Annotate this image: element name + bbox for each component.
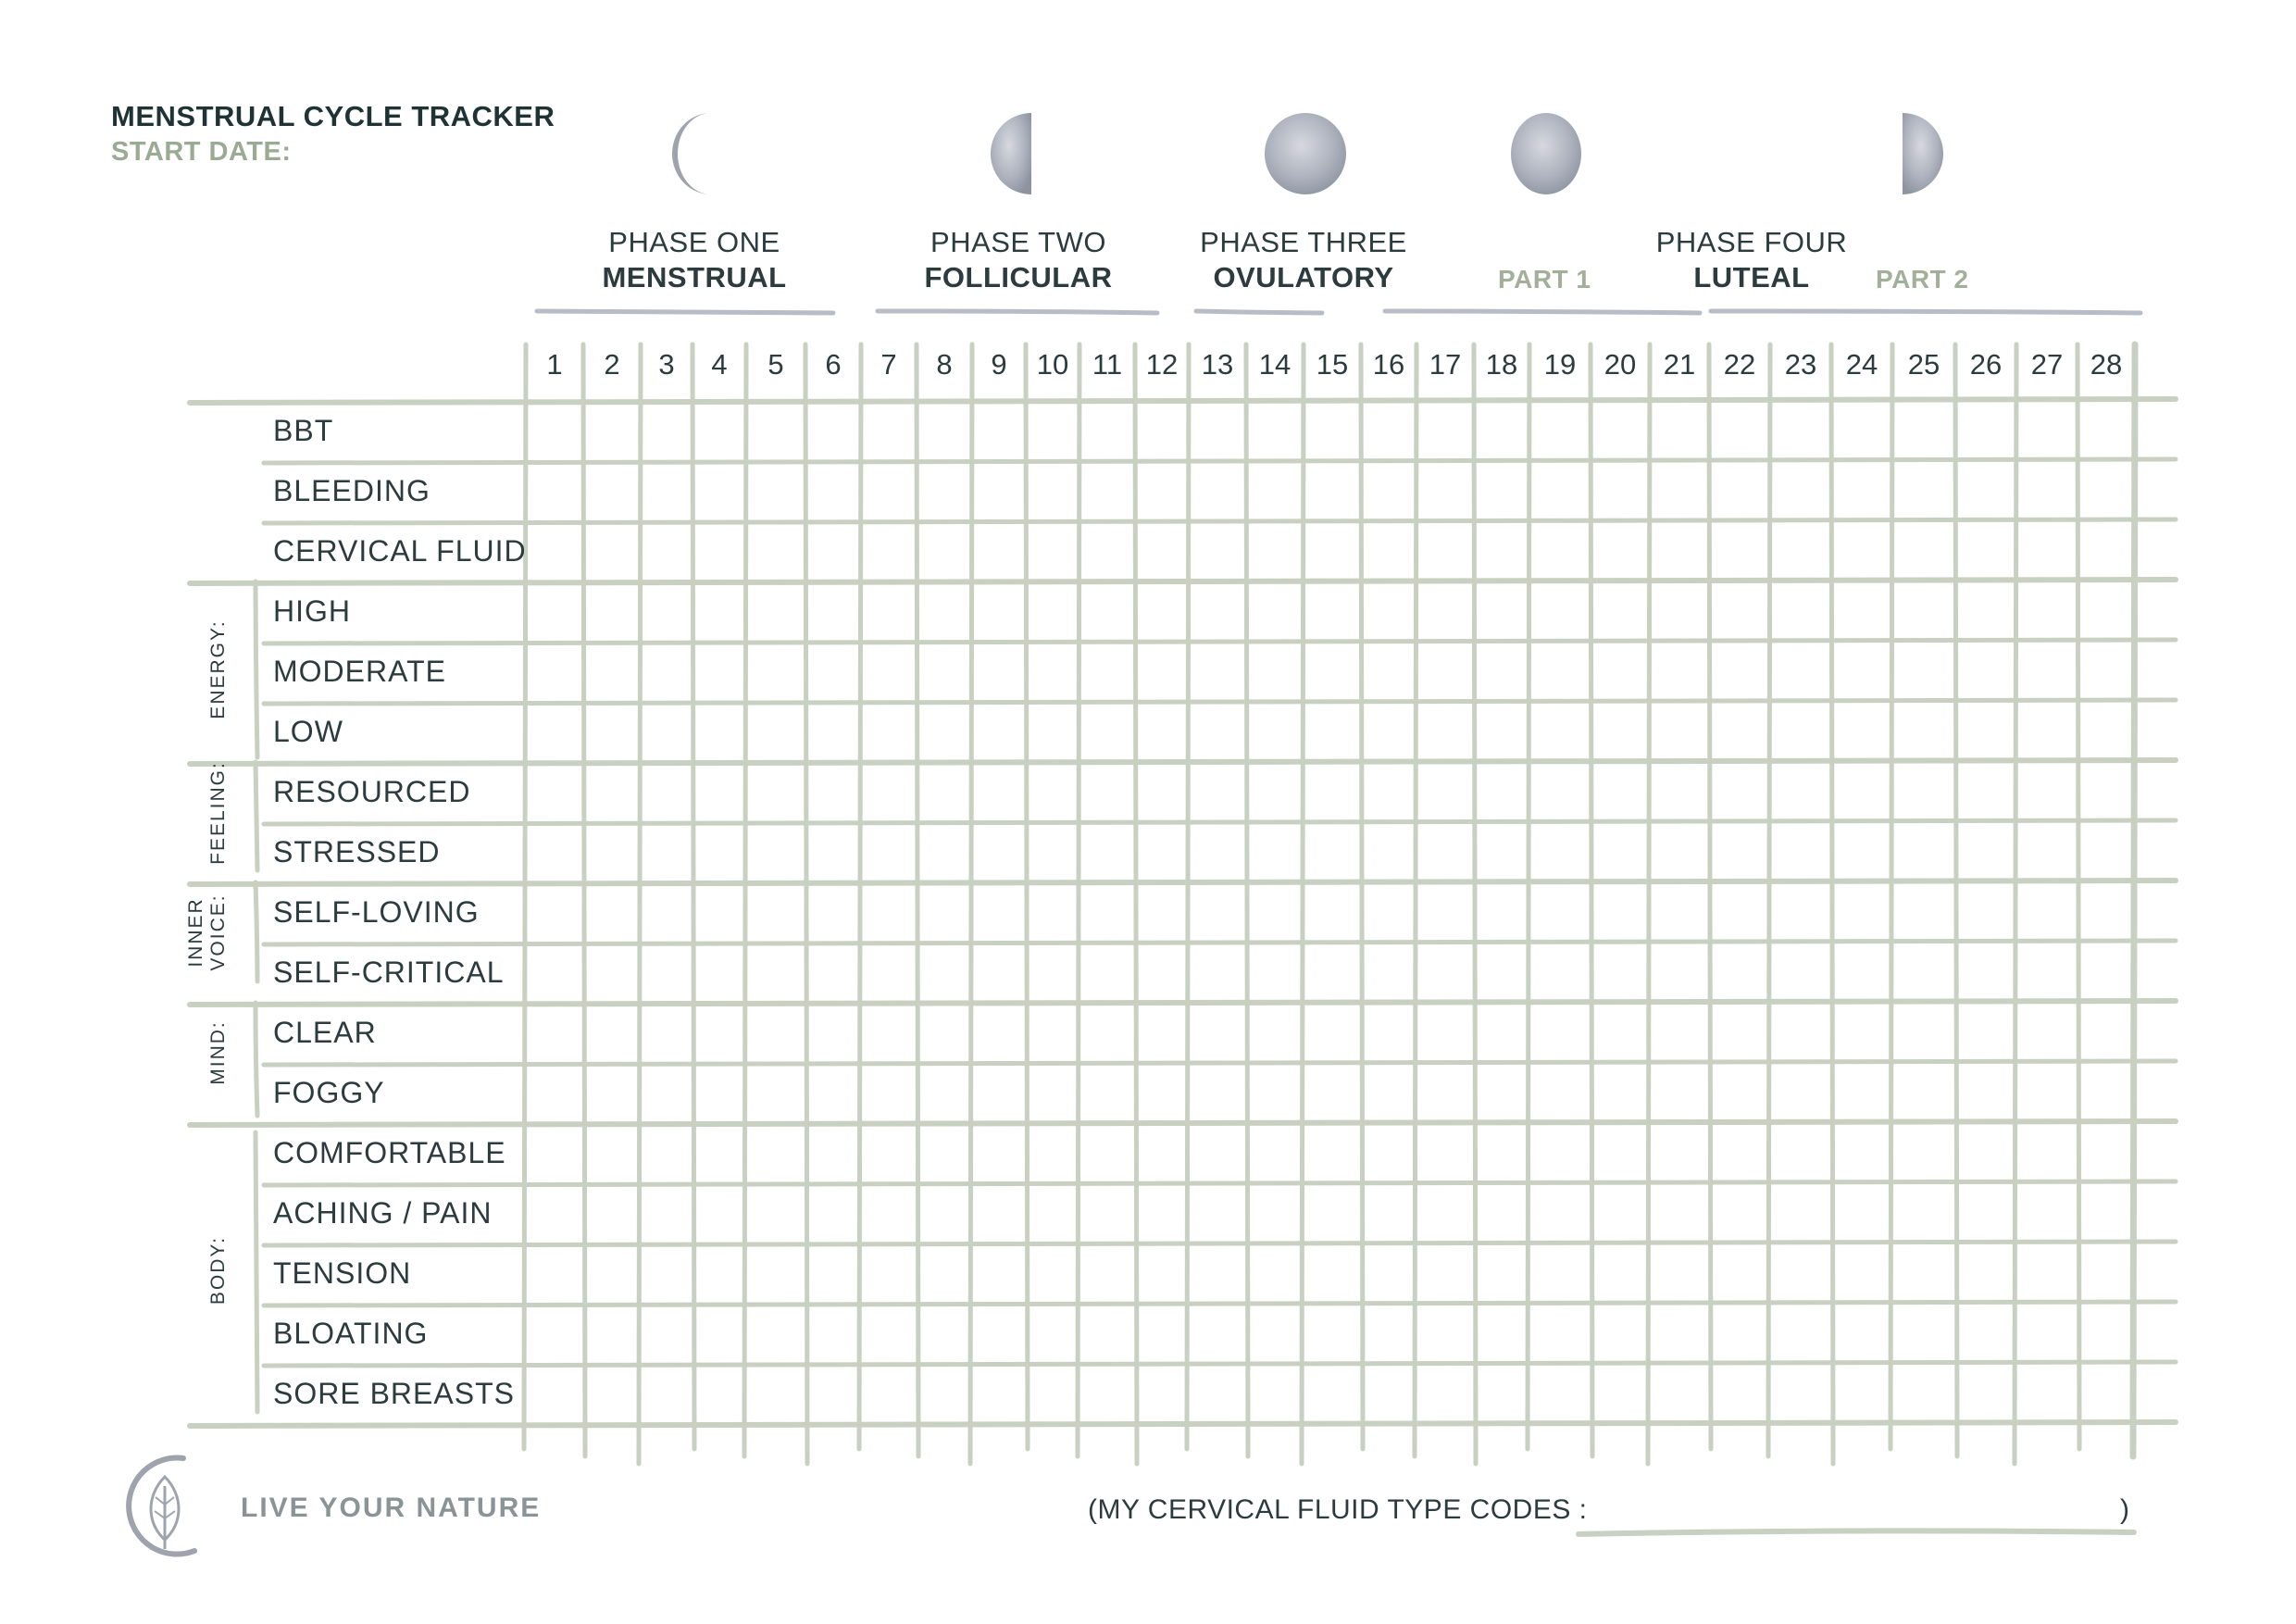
grid-row-line xyxy=(264,700,2176,704)
row-label: CLEAR xyxy=(273,1016,377,1049)
grid-row-line xyxy=(264,640,2176,643)
group-feeling: FEELING: xyxy=(207,761,229,865)
group-energy: ENERGY: xyxy=(207,619,229,719)
grid-column-line xyxy=(1246,344,1248,1456)
group-bracket-line xyxy=(256,882,257,981)
day-number: 1 xyxy=(546,348,563,381)
grid-column-line xyxy=(1078,344,1079,1456)
grid-column-line xyxy=(2015,344,2016,1464)
phase-four-top: PHASE FOUR xyxy=(1655,226,1848,258)
group-bracket-line xyxy=(256,1132,257,1412)
grid-row-line xyxy=(264,820,2176,824)
group-inner-voice-line2: VOICE: xyxy=(207,893,229,971)
day-number: 20 xyxy=(1603,348,1637,381)
day-number: 24 xyxy=(1845,348,1878,381)
day-number: 4 xyxy=(711,348,728,381)
grid-column-line xyxy=(1768,344,1770,1456)
grid-column-line xyxy=(744,344,746,1456)
group-inner-voice-line1: INNER xyxy=(185,897,206,968)
grid-column-line xyxy=(524,344,526,1449)
day-number: 13 xyxy=(1201,348,1234,381)
grid-column-line xyxy=(1415,344,1416,1456)
day-number: 28 xyxy=(2090,348,2123,381)
grid-column-line xyxy=(2078,344,2079,1449)
grid-column-line xyxy=(639,344,641,1464)
grid-column-line xyxy=(1474,344,1476,1464)
row-label: BLOATING xyxy=(273,1317,429,1350)
day-number: 7 xyxy=(880,348,897,381)
day-number: 12 xyxy=(1145,348,1179,381)
day-number: 19 xyxy=(1543,348,1577,381)
grid-column-line xyxy=(859,344,861,1449)
phase-underline xyxy=(1385,311,1700,313)
page-title: MENSTRUAL CYCLE TRACKER xyxy=(111,100,555,132)
phase-two-top: PHASE TWO xyxy=(930,226,1106,258)
grid-column-line xyxy=(1528,344,1529,1449)
grid-column-line xyxy=(2133,344,2135,1456)
row-label: TENSION xyxy=(273,1256,412,1290)
row-label: SELF-LOVING xyxy=(273,895,480,929)
start-date-label[interactable]: START DATE: xyxy=(111,137,292,167)
day-number: 25 xyxy=(1907,348,1940,381)
grid-column-line xyxy=(1026,344,1028,1449)
grid-column-line xyxy=(1890,344,1892,1449)
phase-three-name: OVULATORY xyxy=(1213,261,1394,294)
row-label: COMFORTABLE xyxy=(273,1136,506,1169)
group-bracket-line xyxy=(256,581,257,757)
day-number: 18 xyxy=(1485,348,1518,381)
grid-column-line xyxy=(1135,344,1137,1464)
row-label: BBT xyxy=(273,414,334,447)
grid-row-line xyxy=(264,941,2176,944)
phase-underline xyxy=(1711,311,2140,313)
group-mind: MIND: xyxy=(207,1020,229,1085)
day-number: 2 xyxy=(604,348,620,381)
grid-row-line xyxy=(190,881,2176,884)
grid-column-line xyxy=(1648,344,1650,1464)
grid-row-line xyxy=(190,399,2176,403)
grid-column-line xyxy=(1302,344,1304,1464)
part-two-label: PART 2 xyxy=(1876,265,1969,294)
phase-underline xyxy=(878,311,1157,313)
day-number: 16 xyxy=(1372,348,1405,381)
group-bracket-line xyxy=(256,762,257,870)
day-number: 17 xyxy=(1429,348,1462,381)
phase-underline xyxy=(1196,311,1322,313)
day-number: 27 xyxy=(2030,348,2064,381)
grid-column-line xyxy=(1591,344,1592,1456)
group-bracket-line xyxy=(256,1003,257,1116)
row-label: RESOURCED xyxy=(273,775,471,808)
phase-underline xyxy=(537,311,833,313)
phase-one-top: PHASE ONE xyxy=(608,226,780,258)
row-label: ACHING / PAIN xyxy=(273,1196,493,1230)
grid-column-line xyxy=(970,344,972,1464)
grid-row-line xyxy=(190,760,2176,764)
grid-row-line xyxy=(264,459,2176,463)
leaf-logo-icon xyxy=(109,1449,220,1560)
group-inner-voice xyxy=(185,893,230,970)
phase-two-name: FOLLICULAR xyxy=(924,261,1113,294)
grid-column-line xyxy=(1187,344,1189,1449)
row-label: CERVICAL FLUID xyxy=(273,534,527,568)
grid-column-line xyxy=(1361,344,1363,1449)
day-number: 3 xyxy=(658,348,675,381)
grid-column-line xyxy=(1955,344,1957,1456)
phase-four-name: LUTEAL xyxy=(1693,261,1810,294)
row-label: SELF-CRITICAL xyxy=(273,956,505,989)
grid-column-line xyxy=(917,344,918,1456)
day-number: 5 xyxy=(767,348,784,381)
day-number: 9 xyxy=(991,348,1007,381)
day-number: 6 xyxy=(825,348,842,381)
brand-name: LIVE YOUR NATURE xyxy=(241,1493,542,1523)
day-number: 14 xyxy=(1258,348,1292,381)
phase-three-top: PHASE THREE xyxy=(1200,226,1407,258)
grid-column-line xyxy=(1709,344,1711,1449)
group-body: BODY: xyxy=(207,1235,229,1305)
day-number: 15 xyxy=(1316,348,1349,381)
grid-column-line xyxy=(805,344,807,1464)
row-label: LOW xyxy=(273,715,343,748)
grid-column-line xyxy=(693,344,694,1449)
row-label: STRESSED xyxy=(273,835,441,868)
phase-one-name: MENSTRUAL xyxy=(602,261,787,294)
day-number: 26 xyxy=(1969,348,2003,381)
day-number: 10 xyxy=(1036,348,1069,381)
day-number: 11 xyxy=(1092,348,1123,381)
row-label: MODERATE xyxy=(273,655,446,688)
part-one-label: PART 1 xyxy=(1498,265,1591,294)
row-label: HIGH xyxy=(273,594,351,628)
grid-column-line xyxy=(1831,344,1833,1464)
row-label: SORE BREASTS xyxy=(273,1377,515,1410)
day-number: 23 xyxy=(1784,348,1817,381)
day-number: 8 xyxy=(936,348,953,381)
row-label: BLEEDING xyxy=(273,474,430,507)
cervical-fluid-codes-close: ) xyxy=(2120,1494,2129,1525)
day-number: 21 xyxy=(1663,348,1696,381)
row-label: FOGGY xyxy=(273,1076,385,1109)
grid-column-line xyxy=(583,344,585,1456)
cervical-fluid-codes-label: (MY CERVICAL FLUID TYPE CODES : xyxy=(1088,1494,1588,1525)
grid-row-line xyxy=(264,519,2176,523)
day-number: 22 xyxy=(1723,348,1756,381)
cervical-fluid-codes-input[interactable] xyxy=(1574,1523,2139,1542)
